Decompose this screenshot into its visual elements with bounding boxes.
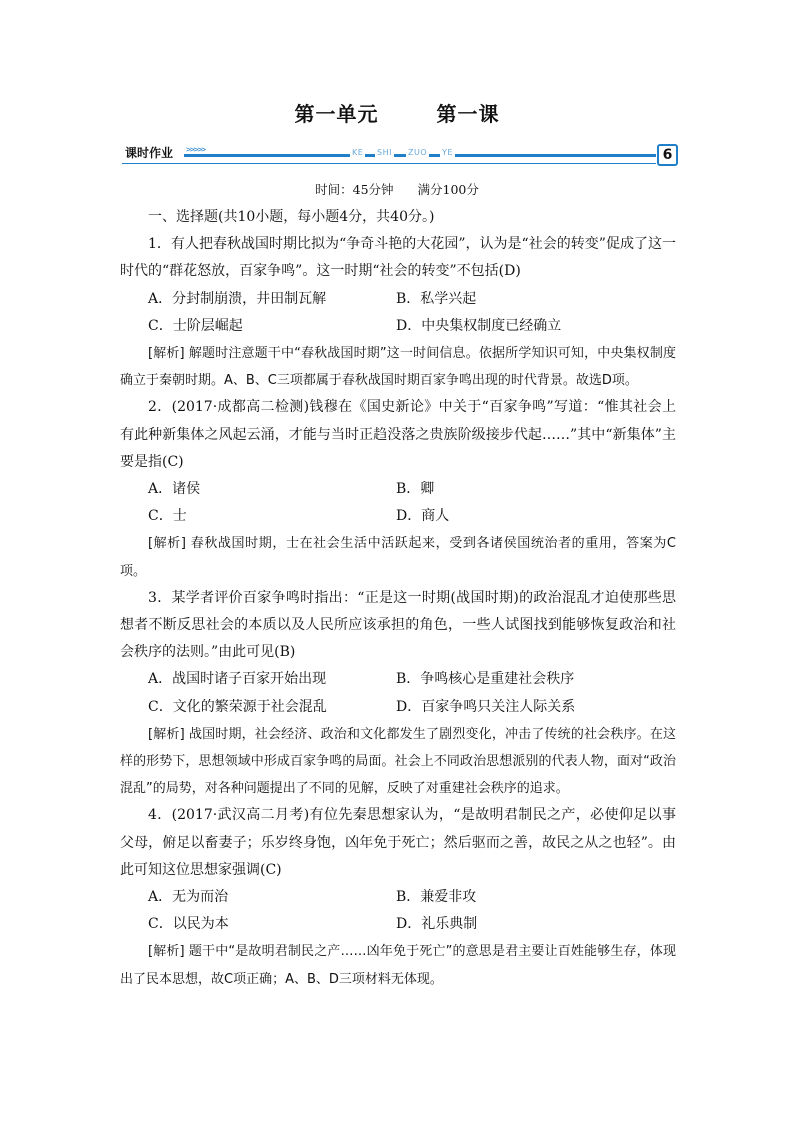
section-heading: 一、选择题(共10小题，每小题4分，共40分。) (148, 209, 435, 225)
option: D．中央集权制度已经确立 (396, 317, 562, 334)
option: B．卿 (396, 481, 435, 498)
page-title (0, 98, 794, 127)
question-list (120, 204, 676, 993)
banner-label: 课时作业 (125, 146, 174, 160)
analysis-text: 春秋战国时期，士在社会生活中活跃起来，受到各诸侯国统治者的重用，答案为C项。 (120, 536, 676, 579)
question-stem: 4．(2017·武汉高二月考)有位先秦思想家认为，“是故明君制民之产，必使仰足以事父母，俯足以畜妻子；乐岁终身饱，凶年免于死亡；然后驱而之善，故民之从之也轻”。由此可知这位思想家强调(C) (120, 807, 676, 878)
analysis-label: [解析] (148, 346, 185, 362)
option-row (120, 286, 676, 313)
full-score: 满分100分 (417, 182, 479, 197)
banner-syllable: ZUO (408, 148, 428, 157)
option: C．以民为本 (148, 916, 229, 933)
option-row (120, 666, 676, 693)
banner-arrows-icon: >>>>> (186, 145, 206, 154)
option-row (120, 476, 676, 503)
banner-number-badge: 6 (657, 144, 678, 166)
banner-syllable: YE (442, 148, 453, 157)
analysis-label: [解析] (148, 726, 185, 742)
exam-meta (0, 180, 794, 198)
homework-banner (122, 143, 678, 165)
option-row (120, 694, 676, 721)
analysis (120, 721, 676, 803)
question-stem: 1．有人把春秋战国时期比拟为“争奇斗艳的大花园”，认为是“社会的转变”促成了这一时代的“群花怒放，百家争鸣”。这一时期“社会的转变”不包括(D) (120, 236, 676, 280)
question-stem: 2．(2017·成都高二检测)钱穆在《国史新论》中关于“百家争鸣”写道：“惟其社会上有此种新集体之风起云涌，才能与当时正趋没落之贵族阶级接步代起……”其中“新集体”主要是指(C) (120, 399, 676, 470)
option-row (120, 503, 676, 530)
banner-syllable: SHI (377, 148, 392, 157)
option: D．礼乐典制 (396, 916, 478, 933)
analysis (120, 530, 676, 584)
analysis-text: 解题时注意题干中“春秋战国时期”这一时间信息。依据所学知识可知，中央集权制度确立于秦朝时期。A、B、C三项都属于春秋战国时期百家争鸣出现的时代背景。故选D项。 (120, 346, 676, 389)
analysis-text: 题干中“是故明君制民之产……凶年免于死亡”的意思是君主要让百姓能够生存，体现出了民本思想，故C项正确；A、B、D三项材料无体现。 (120, 944, 676, 987)
option: C．士 (148, 508, 187, 525)
question-stem: 3．某学者评价百家争鸣时指出：“正是这一时期(战国时期)的政治混乱才迫使那些思想者不断反思社会的本质以及人民所应该承担的角色，一些人试图找到能够恢复政治和社会秩序的法则。”由此可见(B) (120, 589, 676, 661)
time-limit: 时间：45分钟 (315, 182, 394, 197)
option-row (120, 884, 676, 911)
option: B．私学兴起 (396, 290, 477, 307)
option: D．百家争鸣只关注人际关系 (396, 698, 576, 715)
analysis (120, 340, 676, 394)
option: A．分封制崩溃，井田制瓦解 (148, 290, 327, 307)
analysis-label: [解析] (148, 536, 186, 552)
banner-underline (122, 163, 656, 164)
option: C．士阶层崛起 (148, 317, 243, 334)
option: A．诸侯 (148, 481, 201, 498)
option: B．争鸣核心是重建社会秩序 (396, 671, 575, 688)
option: A．战国时诸子百家开始出现 (148, 671, 327, 688)
unit-title: 第一单元 (294, 102, 379, 126)
option: C．文化的繁荣源于社会混乱 (148, 698, 327, 715)
option: D．商人 (396, 508, 450, 525)
option: B．兼爱非攻 (396, 889, 477, 906)
banner-syllable: KE (352, 148, 364, 157)
lesson-title: 第一课 (436, 102, 500, 126)
option-row (120, 313, 676, 340)
analysis-label: [解析] (148, 944, 185, 960)
option: A．无为而治 (148, 889, 229, 906)
analysis (120, 938, 676, 992)
option-row (120, 911, 676, 938)
analysis-text: 战国时期，社会经济、政治和文化都发生了剧烈变化，冲击了传统的社会秩序。在这样的形势下，思想领域中形成百家争鸣的局面。社会上不同政治思想派别的代表人物，面对“政治混乱”的局势，对各种问题提出了不同的见解，反映了对重建社会秩序的追求。 (120, 726, 676, 797)
